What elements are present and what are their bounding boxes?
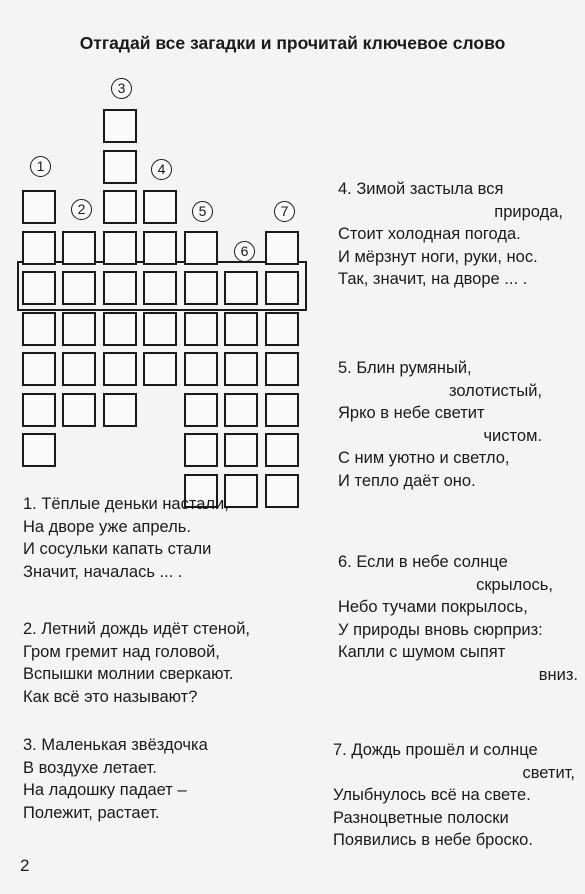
crossword-cell[interactable] [62,393,96,427]
clue-number-badge: 2 [71,199,92,220]
crossword-cell[interactable] [103,352,137,386]
keyword-cell[interactable] [143,271,177,305]
crossword-cell[interactable] [62,352,96,386]
riddle-4 [338,178,563,291]
riddle-line: 1. Тёплые деньки настали, [23,495,229,513]
crossword-cell[interactable] [22,393,56,427]
crossword-cell[interactable] [143,231,177,265]
crossword-cell[interactable] [184,312,218,346]
crossword-cell[interactable] [103,231,137,265]
riddle-line: 7. Дождь прошёл и солнце [333,741,538,759]
crossword-cell[interactable] [22,352,56,386]
crossword-cell[interactable] [265,231,299,265]
riddle-line: 4. Зимой застыла вся [338,180,504,198]
riddle-line: Капли с шумом сыпят [338,643,506,661]
riddle-line: природа, [494,202,563,221]
clue-number-badge: 5 [192,201,213,222]
riddle-line: 5. Блин румяный, [338,359,472,377]
riddle-line: И сосульки капать стали [23,540,212,558]
crossword-cell[interactable] [265,312,299,346]
crossword-cell[interactable] [224,433,258,467]
riddle-line: Разноцветные полоски [333,808,509,827]
riddle-line: золотистый, [448,381,542,400]
crossword-cell[interactable] [103,312,137,346]
riddle-3 [23,734,283,824]
riddle-line: 6. Если в небе солнце [338,553,508,571]
crossword-cell[interactable] [143,312,177,346]
riddle-line: Как всё это называют? [23,687,198,706]
riddle-line: В воздухе летает. [23,758,157,777]
keyword-cell[interactable] [265,271,299,305]
riddle-line: 3. Маленькая звёздочка [23,736,208,754]
crossword-cell[interactable] [265,393,299,427]
crossword-cell[interactable] [224,352,258,386]
clue-number-badge: 3 [111,78,132,99]
riddle-line: И тепло даёт оно. [338,471,476,490]
riddle-line: Значит, началась ... . [23,562,183,581]
riddle-7 [333,739,575,852]
riddle-line: Полежит, растает. [23,803,160,822]
keyword-cell[interactable] [22,271,56,305]
crossword-cell[interactable] [22,190,56,224]
crossword-cell[interactable] [224,312,258,346]
crossword-cell[interactable] [103,150,137,184]
crossword-cell[interactable] [22,433,56,467]
riddle-line: На ладошку падает – [23,781,187,799]
crossword-cell[interactable] [103,109,137,143]
worksheet-title: Отгадай все загадки и прочитай ключевое слово [79,33,506,53]
riddle-line: 2. Летний дождь идёт стеной, [23,620,251,638]
riddle-line: Вспышки молнии сверкают. [23,665,234,683]
crossword-cell[interactable] [184,231,218,265]
riddle-line: Стоит холодная погода. [338,225,521,243]
crossword-cell[interactable] [22,312,56,346]
riddle-2 [23,618,293,708]
riddle-1 [23,493,283,583]
crossword-cell[interactable] [265,433,299,467]
crossword-cell[interactable] [22,231,56,265]
riddle-line: У природы вновь сюрприз: [338,620,543,639]
keyword-cell[interactable] [103,271,137,305]
crossword-cell[interactable] [103,393,137,427]
riddle-line: Ярко в небе светит [338,404,485,422]
page-number: 2 [20,856,30,875]
riddle-line: На дворе уже апрель. [23,517,191,536]
crossword-cell[interactable] [103,190,137,224]
clue-number-badge: 4 [151,159,172,180]
crossword-cell[interactable] [143,190,177,224]
riddle-line: скрылось, [476,575,553,594]
riddle-line: С ним уютно и светло, [338,449,510,467]
crossword-cell[interactable] [143,352,177,386]
riddle-line: светит, [522,763,575,782]
crossword-cell[interactable] [184,433,218,467]
clue-number-badge: 1 [30,156,51,177]
riddle-line: вниз. [538,665,578,684]
crossword-cell[interactable] [224,393,258,427]
riddle-line: чистом. [483,426,542,445]
riddle-line: Так, значит, на дворе ... . [338,270,528,288]
riddle-line: Небо тучами покрылось, [338,598,528,616]
crossword-cell[interactable] [184,352,218,386]
clue-number-badge: 7 [274,201,295,222]
crossword-cell[interactable] [184,393,218,427]
keyword-cell[interactable] [184,271,218,305]
crossword-cell[interactable] [62,231,96,265]
keyword-cell[interactable] [62,271,96,305]
riddle-line: И мёрзнут ноги, руки, нос. [338,247,538,266]
riddle-line: Появились в небе броско. [333,831,533,849]
riddle-5 [338,357,542,492]
riddle-6 [338,551,578,686]
riddle-line: Гром гремит над головой, [23,642,220,661]
clue-number-badge: 6 [234,241,255,262]
riddle-line: Улыбнулось всё на свете. [333,786,531,804]
crossword-cell[interactable] [62,312,96,346]
crossword-cell[interactable] [265,352,299,386]
keyword-cell[interactable] [224,271,258,305]
